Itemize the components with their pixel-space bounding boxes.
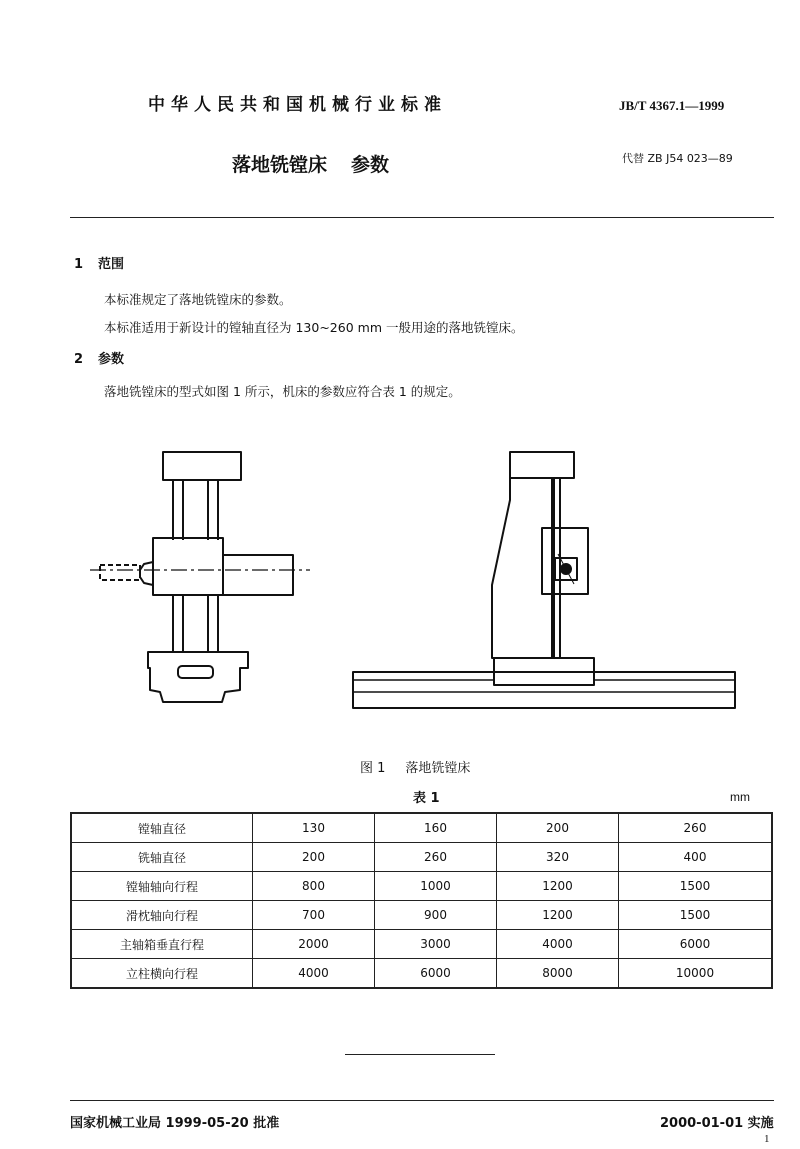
table-row-label: 铣轴直径 (71, 843, 253, 872)
table-row (71, 843, 772, 872)
table-cell: 1000 (375, 872, 497, 901)
parameter-table (70, 812, 773, 989)
table-cell: 1500 (619, 872, 773, 901)
table-cell: 200 (497, 813, 619, 843)
table-row-label: 镗轴直径 (71, 813, 253, 843)
section-1-title: 范围 (98, 257, 125, 272)
table-cell: 2000 (253, 930, 375, 959)
table-cell: 260 (619, 813, 773, 843)
issuer-heading: 中华人民共和国机械行业标准 (148, 95, 447, 115)
table-cell: 900 (375, 901, 497, 930)
figure-title: 落地铣镗床 (405, 761, 471, 776)
section-2-title: 参数 (98, 352, 125, 367)
section-1-number: 1 (74, 257, 84, 272)
table-unit: mm (730, 790, 750, 804)
title-part-2: 参数 (351, 154, 390, 176)
table-cell: 1200 (497, 901, 619, 930)
end-rule (345, 1054, 495, 1055)
base-slot (178, 666, 213, 678)
table-cell: 160 (375, 813, 497, 843)
table-cell: 6000 (619, 930, 773, 959)
table-row (71, 872, 772, 901)
table-row (71, 901, 772, 930)
headstock (153, 538, 223, 595)
header-divider (70, 217, 774, 218)
standard-number: JB/T 4367.1—1999 (619, 98, 725, 113)
figure-label: 图 1 (360, 761, 386, 776)
tool-outline (100, 565, 140, 580)
table-cell: 320 (497, 843, 619, 872)
table-cell: 4000 (253, 959, 375, 989)
document-title (232, 150, 389, 177)
ram (223, 555, 293, 595)
table-cell: 8000 (497, 959, 619, 989)
front-view-drawing (90, 452, 310, 702)
figure-caption (360, 757, 470, 776)
table-row-label: 主轴箱垂直行程 (71, 930, 253, 959)
column-top-cap (163, 452, 241, 480)
bed-rails (353, 672, 735, 708)
table-cell: 1200 (497, 872, 619, 901)
table-cell: 700 (253, 901, 375, 930)
effective-date: 2000-01-01 实施 (660, 1116, 774, 1131)
section-2-heading (74, 348, 124, 367)
table-row-label: 立柱横向行程 (71, 959, 253, 989)
table-row (71, 930, 772, 959)
table-cell: 4000 (497, 930, 619, 959)
section-2-number: 2 (74, 352, 84, 367)
title-part-1: 落地铣镗床 (232, 154, 328, 176)
spindle-box (542, 528, 588, 594)
footer-divider (70, 1100, 774, 1101)
section-1-para-2: 本标准适用于新设计的镗轴直径为 130~260 mm 一般用途的落地铣镗床。 (104, 320, 524, 335)
section-1-para-1: 本标准规定了落地铣镗床的参数。 (104, 292, 292, 307)
section-2-para-1: 落地铣镗床的型式如图 1 所示，机床的参数应符合表 1 的规定。 (104, 384, 461, 399)
page-number: 1 (764, 1133, 770, 1145)
table-row-label: 滑枕轴向行程 (71, 901, 253, 930)
table-cell: 800 (253, 872, 375, 901)
side-view-drawing (353, 452, 735, 708)
table-cell: 200 (253, 843, 375, 872)
machine-drawing (70, 440, 750, 730)
section-1-heading (74, 253, 124, 272)
table-cell: 6000 (375, 959, 497, 989)
table-row (71, 959, 772, 989)
table-cell: 3000 (375, 930, 497, 959)
table-title: 表 1 (413, 791, 440, 806)
replaces-note: 代替 ZB J54 023—89 (622, 152, 733, 165)
table-cell: 10000 (619, 959, 773, 989)
table-cell: 260 (375, 843, 497, 872)
table-row-label: 镗轴轴向行程 (71, 872, 253, 901)
table-cell: 400 (619, 843, 773, 872)
approval-note: 国家机械工业局 1999-05-20 批准 (70, 1116, 280, 1131)
column-top (510, 452, 574, 478)
table-cell: 1500 (619, 901, 773, 930)
table-row (71, 813, 772, 843)
table-cell: 130 (253, 813, 375, 843)
